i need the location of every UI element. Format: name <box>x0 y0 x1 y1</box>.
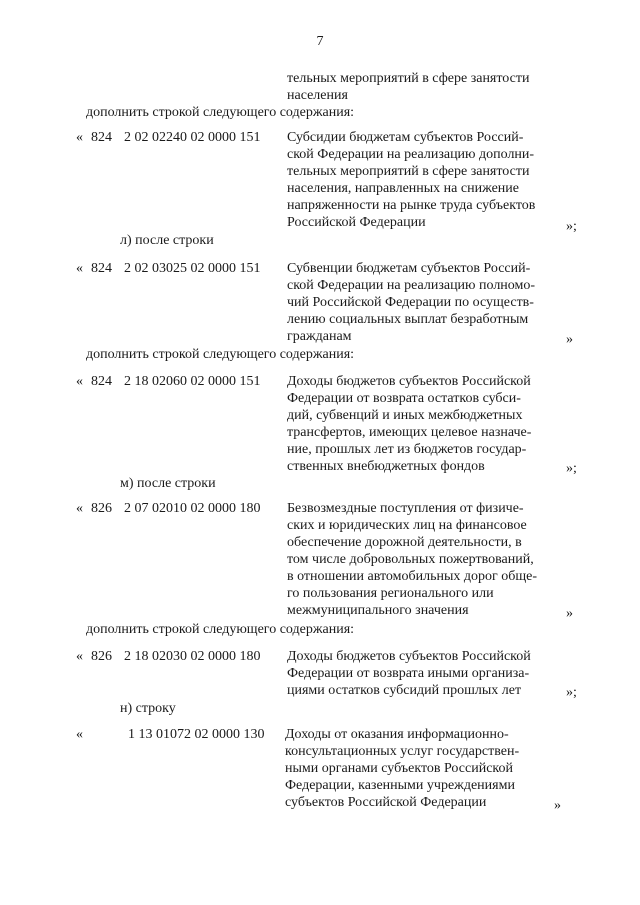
desc-line: дий, субвенций и иных межбюджетных <box>287 408 523 423</box>
budget-code: 1 13 01072 02 0000 130 <box>128 727 265 742</box>
desc-line: ние, прошлых лет из бюджетов государ- <box>287 442 527 457</box>
desc-line: тельных мероприятий в сфере занятости <box>287 164 530 179</box>
desc-line: циями остатков субсидий прошлых лет <box>287 683 522 698</box>
desc-line: обеспечение дорожной деятельности, в <box>287 535 522 550</box>
desc-line: Российской Федерации <box>287 215 426 230</box>
desc-line: том числе добровольных пожертвований, <box>287 552 534 567</box>
desc-line: ской Федерации на реализацию дополни- <box>287 147 535 162</box>
instruction-l: л) после строки <box>120 233 214 248</box>
close-quote: » <box>566 332 573 347</box>
desc-line: Безвозмездные поступления от физиче- <box>287 501 524 516</box>
close-quote: »; <box>566 461 577 476</box>
desc-line: напряженности на рынке труда субъектов <box>287 198 536 213</box>
desc-line: Доходы бюджетов субъектов Российской <box>287 374 531 389</box>
close-quote: »; <box>566 685 577 700</box>
desc-line: населения <box>287 88 348 103</box>
row-description <box>287 129 535 231</box>
desc-line: Федерации, казенными учреждениями <box>285 778 515 793</box>
row-description <box>287 373 531 475</box>
desc-line: консультационных услуг государствен- <box>285 744 520 759</box>
instruction-add-2: дополнить строкой следующего содержания: <box>86 347 355 362</box>
desc-line: межмуниципального значения <box>287 603 469 618</box>
desc-line: го пользования регионального или <box>287 586 494 601</box>
open-quote: « <box>76 727 83 742</box>
open-quote: « <box>76 649 83 664</box>
desc-line: ской Федерации на реализацию полномо- <box>287 278 536 293</box>
desc-line: чий Российской Федерации по осуществ- <box>287 295 534 310</box>
close-quote: »; <box>566 219 577 234</box>
desc-line: лению социальных выплат безработным <box>287 312 529 327</box>
close-quote: » <box>554 798 561 813</box>
page-number: 7 <box>316 34 324 49</box>
instruction-n: н) строку <box>120 701 176 716</box>
desc-line: ских и юридических лиц на финансовое <box>287 518 527 533</box>
row-description <box>287 648 531 699</box>
close-quote: » <box>566 606 573 621</box>
admin-code: 826 <box>91 649 112 664</box>
continued-description <box>287 70 529 104</box>
admin-code: 824 <box>91 130 112 145</box>
open-quote: « <box>76 261 83 276</box>
budget-code: 2 02 03025 02 0000 151 <box>124 261 261 276</box>
open-quote: « <box>76 374 83 389</box>
open-quote: « <box>76 130 83 145</box>
admin-code: 826 <box>91 501 112 516</box>
budget-code: 2 07 02010 02 0000 180 <box>124 501 261 516</box>
row-description <box>287 500 537 619</box>
open-quote: « <box>76 501 83 516</box>
admin-code: 824 <box>91 374 112 389</box>
desc-line: Субсидии бюджетам субъектов Россий- <box>287 130 524 145</box>
desc-line: тельных мероприятий в сфере занятости <box>287 71 530 86</box>
desc-line: Доходы от оказания информационно- <box>285 727 509 742</box>
budget-code: 2 18 02060 02 0000 151 <box>124 374 261 389</box>
desc-line: ственных внебюджетных фондов <box>287 459 485 474</box>
admin-code: 824 <box>91 261 112 276</box>
desc-line: трансфертов, имеющих целевое назначе- <box>287 425 532 440</box>
instruction-add-3: дополнить строкой следующего содержания: <box>86 622 355 637</box>
instruction-m: м) после строки <box>120 476 216 491</box>
desc-line: гражданам <box>287 329 352 344</box>
desc-line: Субвенции бюджетам субъектов Россий- <box>287 261 531 276</box>
desc-line: Федерации от возврата иными организа- <box>287 666 530 681</box>
row-description <box>287 260 535 345</box>
desc-line: субъектов Российской Федерации <box>285 795 487 810</box>
budget-code: 2 18 02030 02 0000 180 <box>124 649 261 664</box>
desc-line: Федерации от возврата остатков субси- <box>287 391 521 406</box>
desc-line: в отношении автомобильных дорог обще- <box>287 569 538 584</box>
desc-line: населения, направленных на снижение <box>287 181 519 196</box>
desc-line: ными органами субъектов Российской <box>285 761 513 776</box>
row-description <box>285 726 519 811</box>
instruction-add-1: дополнить строкой следующего содержания: <box>86 105 355 120</box>
desc-line: Доходы бюджетов субъектов Российской <box>287 649 531 664</box>
budget-code: 2 02 02240 02 0000 151 <box>124 130 261 145</box>
